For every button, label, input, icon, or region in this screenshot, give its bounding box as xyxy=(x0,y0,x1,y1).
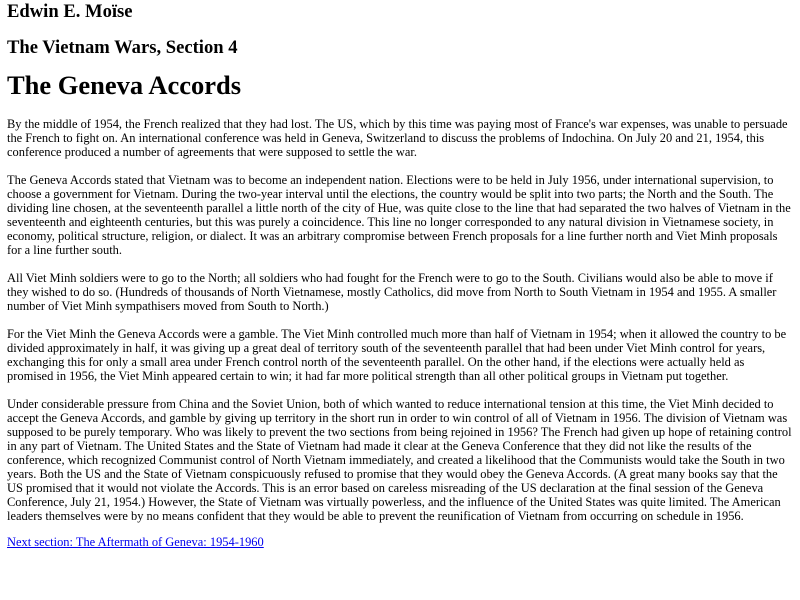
paragraph-4: For the Viet Minh the Geneva Accords were a gamble. The Viet Minh controlled much more than half of Vietnam in 1954; when it allowed the country to be divided approximately in half, it was giving up a great deal of territory south of the seventeenth parallel that had been under Viet Minh control for years, exchanging this for only a small area under French control north of the seventeenth parallel. On the other hand, if the elections were actually held as promised in 1956, the Viet Minh appeared certain to win; it had far more political strength than all other political groups in Vietnam put together. xyxy=(7,327,787,383)
section-heading: The Vietnam Wars, Section 4 xyxy=(7,37,238,58)
document-page xyxy=(0,2,800,551)
author-heading: Edwin E. Moïse xyxy=(7,1,133,22)
paragraph-5: Under considerable pressure from China and the Soviet Union, both of which wanted to reduce international tension at this time, the Viet Minh decided to accept the Geneva Accords, and gamble by giving up territory in the short run in order to win control of all of Vietnam in 1956. The division of Vietnam was supposed to be purely temporary. Who was likely to prevent the two sections from being rejoined in 1956? The French had given up hope of retaining control in any part of Vietnam. The United States and the State of Vietnam had made it clear at the Geneva Conference that they did not like the results of the conference, which recognized Communist control of North Vietnam immediately, and created a likelihood that the Communists would take the South in two years. Both the US and the State of Vietnam conspicuously refused to promise that they would obey the Geneva Accords. (A great many books say that the US promised that it would not violate the Accords. This is an error based on careless misreading of the US declaration at the final session of the Geneva Conference, July 21, 1954.) However, the State of Vietnam was virtually powerless, and the influence of the United States was quite limited. The American leaders themselves were by no means confident that they would be able to prevent the reunification of Vietnam from occurring on schedule in 1956. xyxy=(7,397,792,523)
paragraph-2: The Geneva Accords stated that Vietnam was to become an independent nation. Elections were to be held in July 1956, under international supervision, to choose a government for Vietnam. During the two-year interval until the elections, the country would be split into two parts; the North and the South. The dividing line chosen, at the seventeenth parallel a little north of the city of Hue, was quite close to the line that had separated the two halves of Vietnam in the seventeenth and eighteenth centuries, but this was purely a coincidence. This line no longer corresponded to any natural division in Vietnamese society, in economy, political structure, religion, or dialect. It was an arbitrary compromise between French proposals for a line further north and Viet Minh proposals for a line further south. xyxy=(7,173,791,257)
page-title: The Geneva Accords xyxy=(7,70,242,100)
paragraph-1: By the middle of 1954, the French realized that they had lost. The US, which by this time was paying most of France's war expenses, was unable to persuade the French to fight on. An international conference was held in Geneva, Switzerland to discuss the problems of Indochina. On July 20 and 21, 1954, this conference produced a number of agreements that were supposed to settle the war. xyxy=(7,117,788,159)
next-section-link[interactable]: Next section: The Aftermath of Geneva: 1954-1960 xyxy=(7,535,264,549)
paragraph-3: All Viet Minh soldiers were to go to the North; all soldiers who had fought for the French were to go to the South. Civilians would also be able to move if they wished to do so. (Hundreds of thousands of North Vietnamese, mostly Catholics, did move from North to South Vietnam in 1954 and 1955. A smaller number of Viet Minh sympathisers moved from South to North.) xyxy=(7,271,777,313)
